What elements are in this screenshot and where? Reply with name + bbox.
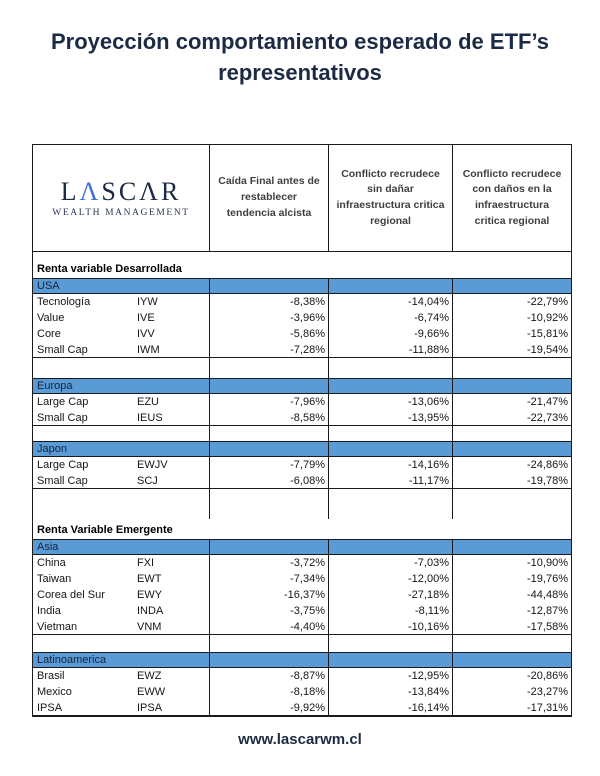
asset-cell — [33, 342, 209, 358]
asset-cell — [33, 326, 209, 342]
value-cell: -19,54% — [452, 342, 571, 358]
value-cell: -10,92% — [452, 310, 571, 326]
value-cell: -16,14% — [328, 700, 452, 716]
value-cell: -20,86% — [452, 668, 571, 684]
region-band-cell — [209, 539, 328, 555]
table-row — [33, 700, 571, 716]
spacer-row — [33, 635, 571, 652]
region-band-cell — [452, 652, 571, 668]
table-row — [33, 603, 571, 619]
asset-label: Mexico — [37, 686, 72, 698]
value-cell: -12,95% — [328, 668, 452, 684]
asset-cell — [33, 700, 209, 716]
asset-cell — [33, 457, 209, 473]
region-band-row — [33, 441, 571, 457]
page — [0, 26, 600, 776]
region-band-cell — [209, 441, 328, 457]
asset-label: China — [37, 557, 66, 569]
lascar-logo — [33, 145, 209, 251]
asset-label: Corea del Sur — [37, 589, 105, 601]
table-row — [33, 571, 571, 587]
value-cell: -8,11% — [328, 603, 452, 619]
region-label: Europa — [33, 378, 209, 394]
asset-cell — [33, 310, 209, 326]
website-url: www.lascarwm.cl — [238, 731, 362, 748]
region-band-cell — [328, 441, 452, 457]
value-cell: -17,31% — [452, 700, 571, 716]
value-cell: -3,96% — [209, 310, 328, 326]
region-band-row — [33, 278, 571, 294]
region-band-row — [33, 378, 571, 394]
value-cell: -11,17% — [328, 473, 452, 489]
asset-label: Value — [37, 312, 65, 324]
ticker-symbol: EWT — [137, 573, 162, 585]
region-label: Asia — [33, 539, 209, 555]
value-cell: -9,66% — [328, 326, 452, 342]
value-cell: -12,00% — [328, 571, 452, 587]
ticker-symbol: EZU — [137, 396, 159, 408]
asset-cell — [33, 294, 209, 310]
region-band-cell — [209, 378, 328, 394]
page-title-line1: Proyección comportamiento esperado de ETF’s — [51, 29, 549, 54]
table-row — [33, 619, 571, 635]
logo-text: L — [60, 176, 80, 206]
table-row — [33, 473, 571, 489]
region-label: Japon — [33, 441, 209, 457]
column-header-conflicto-sin-danos: Conflicto recrudece sin dañar infraestructura critica regional — [328, 145, 452, 251]
asset-cell — [33, 394, 209, 410]
ticker-symbol: IYW — [137, 296, 158, 308]
value-cell: -7,03% — [328, 555, 452, 571]
ticker-symbol: VNM — [137, 620, 162, 633]
group-label-row — [33, 252, 571, 278]
ticker-symbol: IVE — [137, 312, 155, 324]
ticker-symbol: EWW — [137, 686, 166, 698]
page-title-line2: representativos — [218, 60, 382, 85]
table-row — [33, 294, 571, 310]
column-header-conflicto-con-danos: Conflicto recrudece con daños en la infraestructura critica regional — [452, 145, 571, 251]
value-cell: -7,28% — [209, 342, 328, 358]
region-band-cell — [209, 652, 328, 668]
region-band-cell — [209, 278, 328, 294]
table-header-row — [33, 145, 571, 252]
region-band-cell — [328, 539, 452, 555]
region-band-row — [33, 539, 571, 555]
ticker-symbol: EWJV — [137, 459, 168, 471]
value-cell: -23,27% — [452, 684, 571, 700]
ticker-symbol: IEUS — [137, 411, 163, 424]
value-cell: -13,06% — [328, 394, 452, 410]
value-cell: -8,87% — [209, 668, 328, 684]
asset-cell — [33, 684, 209, 700]
value-cell: -7,34% — [209, 571, 328, 587]
ticker-symbol: EWY — [137, 589, 163, 601]
asset-label: Small Cap — [37, 343, 88, 356]
ticker-symbol: EWZ — [137, 670, 162, 682]
value-cell: -17,58% — [452, 619, 571, 635]
ticker-symbol: IPSA — [137, 701, 163, 714]
region-band-cell — [452, 539, 571, 555]
asset-label: Large Cap — [37, 396, 89, 408]
table-row — [33, 684, 571, 700]
asset-cell — [33, 603, 209, 619]
asset-label: Core — [37, 328, 61, 340]
asset-label: Brasil — [37, 670, 65, 682]
value-cell: -22,79% — [452, 294, 571, 310]
value-cell: -8,38% — [209, 294, 328, 310]
region-band-cell — [328, 378, 452, 394]
asset-label: Small Cap — [37, 474, 88, 487]
value-cell: -24,86% — [452, 457, 571, 473]
table-row — [33, 457, 571, 473]
logo-text: SCΛR — [101, 176, 182, 206]
ticker-symbol: IVV — [137, 328, 155, 340]
value-cell: -19,78% — [452, 473, 571, 489]
asset-label: Small Cap — [37, 411, 88, 424]
spacer-row — [33, 358, 571, 378]
ticker-symbol: IWM — [137, 343, 160, 356]
asset-label: IPSA — [37, 701, 63, 714]
value-cell: -3,72% — [209, 555, 328, 571]
asset-label: Tecnología — [37, 296, 91, 308]
asset-cell — [33, 410, 209, 426]
group-label: Renta Variable Emergente — [37, 524, 173, 536]
value-cell: -7,79% — [209, 457, 328, 473]
spacer-row — [33, 426, 571, 441]
value-cell: -7,96% — [209, 394, 328, 410]
region-band-row — [33, 652, 571, 668]
region-band-cell — [328, 278, 452, 294]
asset-cell — [33, 571, 209, 587]
value-cell: -14,16% — [328, 457, 452, 473]
value-cell: -11,88% — [328, 342, 452, 358]
table-body — [33, 252, 571, 716]
value-cell: -13,84% — [328, 684, 452, 700]
value-cell: -6,74% — [328, 310, 452, 326]
table-row — [33, 410, 571, 426]
region-band-cell — [452, 441, 571, 457]
value-cell: -3,75% — [209, 603, 328, 619]
value-cell: -10,16% — [328, 619, 452, 635]
value-cell: -14,04% — [328, 294, 452, 310]
region-band-cell — [452, 378, 571, 394]
table-row — [33, 326, 571, 342]
value-cell: -44,48% — [452, 587, 571, 603]
value-cell: -21,47% — [452, 394, 571, 410]
spacer-row — [33, 489, 571, 519]
value-cell: -13,95% — [328, 410, 452, 426]
value-cell: -16,37% — [209, 587, 328, 603]
asset-cell — [33, 587, 209, 603]
value-cell: -4,40% — [209, 619, 328, 635]
asset-cell — [33, 619, 209, 635]
region-label: Latinoamerica — [33, 652, 209, 668]
asset-cell — [33, 668, 209, 684]
table-row — [33, 587, 571, 603]
asset-label: India — [37, 605, 61, 617]
value-cell: -27,18% — [328, 587, 452, 603]
ticker-symbol: INDA — [137, 605, 164, 617]
logo-accent-letter: Λ — [79, 176, 102, 206]
table-row — [33, 394, 571, 410]
asset-cell — [33, 555, 209, 571]
lascar-logo-wordmark — [60, 176, 182, 206]
value-cell: -12,87% — [452, 603, 571, 619]
value-cell: -8,58% — [209, 410, 328, 426]
ticker-symbol: SCJ — [137, 474, 158, 487]
ticker-symbol: FXI — [137, 557, 155, 569]
etf-projection-table — [32, 144, 572, 717]
value-cell: -6,08% — [209, 473, 328, 489]
asset-label: Vietman — [37, 620, 78, 633]
asset-label: Taiwan — [37, 573, 72, 585]
logo-subtitle: WEALTH MANAGEMENT — [52, 207, 190, 218]
table-row — [33, 555, 571, 571]
value-cell: -22,73% — [452, 410, 571, 426]
table-row — [33, 310, 571, 326]
region-band-cell — [328, 652, 452, 668]
value-cell: -10,90% — [452, 555, 571, 571]
region-label: USA — [33, 278, 209, 294]
table-row — [33, 342, 571, 358]
asset-cell — [33, 473, 209, 489]
region-band-cell — [452, 278, 571, 294]
value-cell: -9,92% — [209, 700, 328, 716]
column-header-caida-final: Caída Final antes de restablecer tendencia alcista — [209, 145, 328, 251]
value-cell: -5,86% — [209, 326, 328, 342]
group-label-row — [33, 519, 571, 539]
asset-label: Large Cap — [37, 459, 89, 471]
group-label: Renta variable Desarrollada — [37, 263, 182, 275]
value-cell: -8,18% — [209, 684, 328, 700]
table-row — [33, 668, 571, 684]
value-cell: -15,81% — [452, 326, 571, 342]
page-title — [0, 26, 600, 88]
value-cell: -19,76% — [452, 571, 571, 587]
